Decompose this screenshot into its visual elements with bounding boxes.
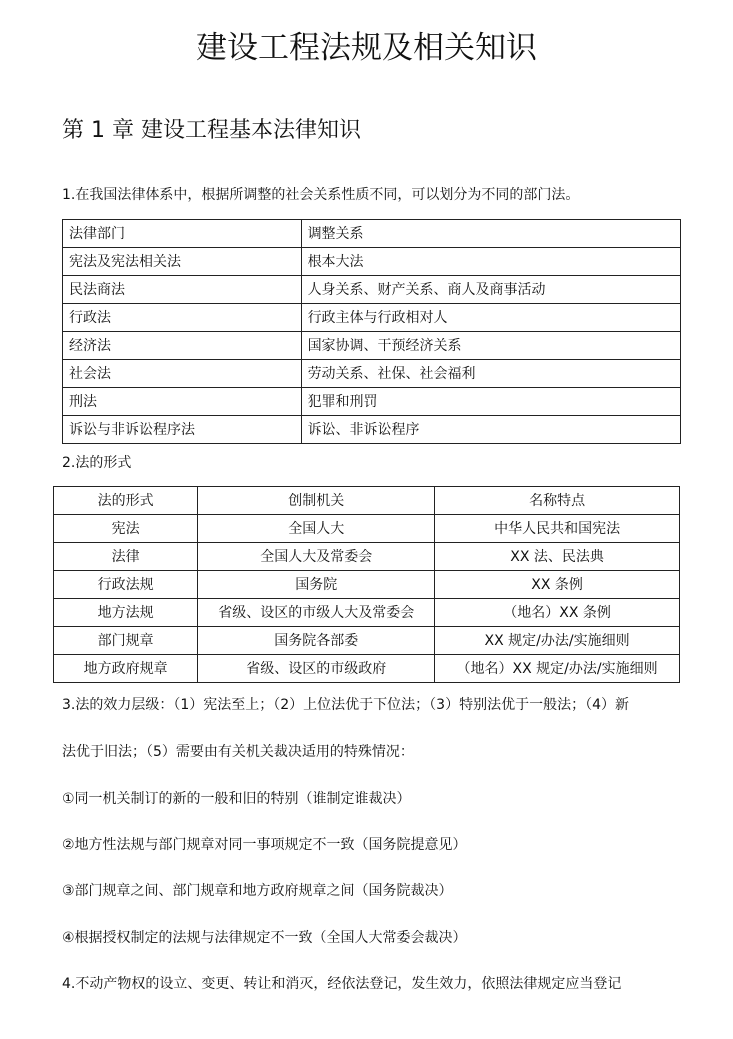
list-item: ②地方性法规与部门规章对同一事项规定不一致（国务院提意见） [62, 837, 467, 853]
table-cell: 国务院 [198, 571, 435, 599]
table-cell: 全国人大 [198, 515, 435, 543]
table-cell: 社会法 [63, 360, 302, 388]
table-header-cell: 法律部门 [63, 220, 302, 248]
table-cell: 犯罪和刑罚 [301, 388, 680, 416]
table-cell: 刑法 [63, 388, 302, 416]
table-row [63, 332, 681, 360]
table-cell: 人身关系、财产关系、商人及商事活动 [301, 276, 680, 304]
table-cell: 劳动关系、社保、社会福利 [301, 360, 680, 388]
chapter-heading: 第 1 章 建设工程基本法律知识 [62, 118, 361, 143]
table-cell: 全国人大及常委会 [198, 543, 435, 571]
law-department-table [62, 219, 681, 444]
table-cell: 地方政府规章 [54, 655, 198, 683]
table-cell: 省级、设区的市级人大及常委会 [198, 599, 435, 627]
table-row [54, 627, 680, 655]
table-row [54, 515, 680, 543]
table-cell: 省级、设区的市级政府 [198, 655, 435, 683]
table-row [54, 571, 680, 599]
list-item: ③部门规章之间、部门规章和地方政府规章之间（国务院裁决） [62, 883, 453, 899]
table-cell: 地方法规 [54, 599, 198, 627]
table-cell: 部门规章 [54, 627, 198, 655]
table-row [54, 543, 680, 571]
table-cell: 中华人民共和国宪法 [435, 515, 680, 543]
table-cell: 民法商法 [63, 276, 302, 304]
table-row [63, 360, 681, 388]
table-header-row [63, 220, 681, 248]
paragraph-2: 2.法的形式 [62, 455, 132, 471]
paragraph-4: 4.不动产物权的设立、变更、转让和消灭，经依法登记，发生效力，依照法律规定应当登记 [62, 976, 622, 992]
table-header-cell: 名称特点 [435, 487, 680, 515]
table-cell: XX 法、民法典 [435, 543, 680, 571]
table-cell: 国务院各部委 [198, 627, 435, 655]
table-header-cell: 法的形式 [54, 487, 198, 515]
table-cell: XX 条例 [435, 571, 680, 599]
table-row [63, 248, 681, 276]
table-cell: （地名）XX 规定/办法/实施细则 [435, 655, 680, 683]
table-cell: 宪法及宪法相关法 [63, 248, 302, 276]
table-cell: 行政法 [63, 304, 302, 332]
paragraph-1: 1.在我国法律体系中，根据所调整的社会关系性质不同，可以划分为不同的部门法。 [62, 187, 580, 203]
table-cell: 宪法 [54, 515, 198, 543]
table-header-cell: 调整关系 [301, 220, 680, 248]
list-item: ④根据授权制定的法规与法律规定不一致（全国人大常委会裁决） [62, 930, 467, 946]
table-row [63, 416, 681, 444]
law-forms-table [53, 486, 680, 683]
table-cell: 诉讼、非诉讼程序 [301, 416, 680, 444]
table-row [63, 304, 681, 332]
table-cell: 行政主体与行政相对人 [301, 304, 680, 332]
paragraph-3-line-2: 法优于旧法；（5）需要由有关机关裁决适用的特殊情况： [62, 744, 414, 760]
table-cell: 行政法规 [54, 571, 198, 599]
table-cell: 国家协调、干预经济关系 [301, 332, 680, 360]
table-cell: 经济法 [63, 332, 302, 360]
table-cell: 法律 [54, 543, 198, 571]
table-row [54, 655, 680, 683]
table-row [63, 276, 681, 304]
table-header-row [54, 487, 680, 515]
table-row [63, 388, 681, 416]
document-title: 建设工程法规及相关知识 [196, 30, 537, 66]
table-cell: 诉讼与非诉讼程序法 [63, 416, 302, 444]
table-cell: （地名）XX 条例 [435, 599, 680, 627]
list-item: ①同一机关制订的新的一般和旧的特别（谁制定谁裁决） [62, 791, 411, 807]
table-cell: XX 规定/办法/实施细则 [435, 627, 680, 655]
paragraph-3-line-1: 3.法的效力层级：（1）宪法至上；（2）上位法优于下位法；（3）特别法优于一般法；（4）新 [62, 697, 629, 713]
table-cell: 根本大法 [301, 248, 680, 276]
table-header-cell: 创制机关 [198, 487, 435, 515]
table-row [54, 599, 680, 627]
